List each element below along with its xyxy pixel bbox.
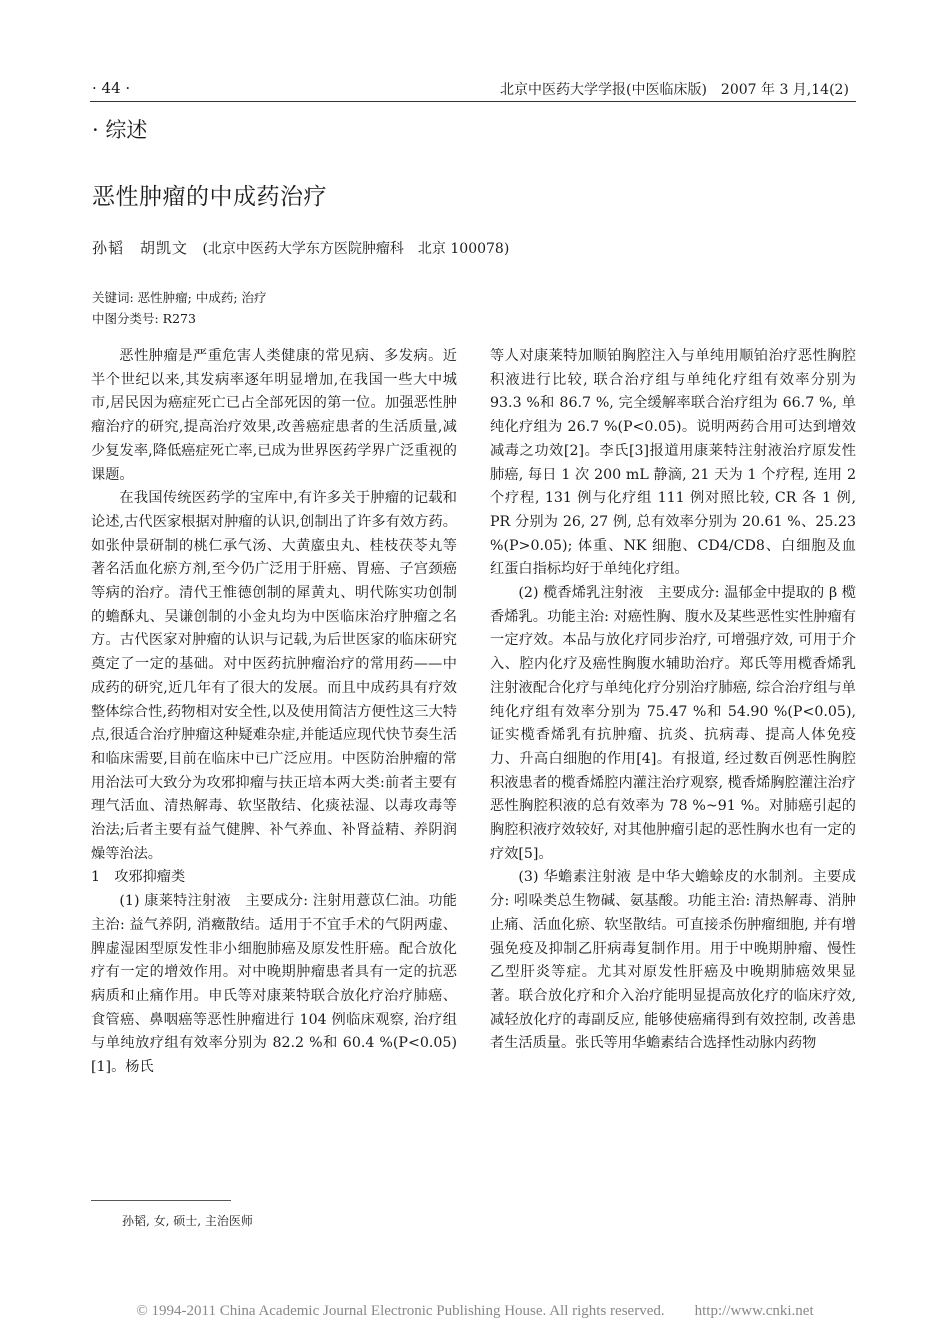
right-column (490, 345, 856, 1056)
paragraph: (2) 榄香烯乳注射液 主要成分: 温郁金中提取的 β 榄香烯乳。功能主治: 对癌性胸、腹水及某些恶性实性肿瘤有一定疗效。本品与放化疗同步治疗, 可增强疗效, 可用于介入、腔内化疗及癌性胸腹水辅助治疗。郑氏等用榄香烯乳注射液配合化疗与单纯化疗分别治疗肺癌, 综合治疗组与单纯化疗组有效率分别为 75.47 %和 54.90 %(P<0.05), 证实榄香烯乳有抗肿瘤、抗炎、抗病毒、提高人体免疫力、升高白细胞的作用[4]。有报道, 经过数百例恶性胸腔积液患者的榄香烯腔内灌注治疗观察, 榄香烯胸腔灌注治疗恶性胸腔积液的总有效率为 78 %~91 %。对肺癌引起的胸腔积液疗效较好, 对其他肿瘤引起的恶性胸水也有一定的疗效[5]。 (490, 585, 856, 862)
paragraph: (1) 康莱特注射液 主要成分: 注射用薏苡仁油。功能主治: 益气养阴, 消癥散结。适用于不宜手术的气阴两虚、脾虚湿困型原发性非小细胞肺癌及原发性肝癌。配合放化疗有一定的增效作用。对中晚期肿瘤患者具有一定的抗恶病质和止痛作用。申氏等对康莱特联合放化疗治疗肺癌、食管癌、鼻咽癌等恶性肿瘤进行 104 例临床观察, 治疗组与单纯放疗组有效率分别为 82.2 %和 60.4 %(P<0.05) [1]。杨氏 (91, 893, 457, 1076)
footnote-rule (91, 1200, 231, 1201)
author-line (92, 237, 509, 258)
page-number: · 44 · (92, 79, 131, 97)
left-column (91, 345, 457, 1080)
journal-info: 北京中医药大学学报(中医临床版) 2007 年 3 月,14(2) (500, 82, 849, 98)
paragraph: (3) 华蟾素注射液 是中华大蟾蜍皮的水制剂。主要成分: 吲哚类总生物碱、氨基酸。功能主治: 清热解毒、消肿止痛、活血化瘀、软坚散结。可直接杀伤肿瘤细胞, 并有增强免疫及抑制乙肝病毒复制作用。用于中晚期肿瘤、慢性乙型肝炎等症。尤其对原发性肝癌及中晚期肺癌效果显著。联合放化疗和介入治疗能明显提高放化疗的临床疗效, 减轻放化疗的毒副反应, 能够使癌痛得到有效控制, 改善患者生活质量。张氏等用华蟾素结合选择性动脉内药物 (490, 869, 856, 1052)
classification-number: 中图分类号: R273 (92, 311, 196, 326)
header-rule (90, 101, 856, 102)
article-title: 恶性肿瘤的中成药治疗 (92, 184, 327, 210)
author-footnote: 孙韬, 女, 硕士, 主治医师 (122, 1214, 253, 1228)
copyright-footer: © 1994-2011 China Academic Journal Electronic Publishing House. All rights reserved. http://www.cnki.net (136, 1303, 814, 1319)
author-names: 孙韬 胡凯文 (92, 239, 189, 257)
section-heading: 1 攻邪抑瘤类 (91, 869, 186, 886)
author-affiliation: (北京中医药大学东方医院肿瘤科 北京 100078) (202, 241, 510, 257)
keywords: 关键词: 恶性肿瘤; 中成药; 治疗 (92, 290, 267, 305)
section-label: · 综述 (92, 118, 148, 142)
paragraph: 在我国传统医药学的宝库中,有许多关于肿瘤的记载和论述,古代医家根据对肿瘤的认识,创制出了许多有效方药。如张仲景研制的桃仁承气汤、大黄䗪虫丸、桂枝茯苓丸等著名活血化瘀方剂,至今仍广泛用于肝癌、胃癌、子宫颈癌等病的治疗。清代王惟德创制的犀黄丸、明代陈实功创制的蟾酥丸、吴谦创制的小金丸均为中医临床治疗肿瘤之名方。古代医家对肿瘤的认识与记载,为后世医家的临床研究奠定了一定的基础。对中医药抗肿瘤治疗的常用药——中成药的研究,近几年有了很大的发展。而且中成药具有疗效整体综合性,药物相对安全性,以及使用简洁方便性这三大特点,很适合治疗肿瘤这种疑难杂症,并能适应现代快节奏生活和临床需要,目前在临床中已广泛应用。中医防治肿瘤的常用治法可大致分为攻邪抑瘤与扶正培本两大类:前者主要有理气活血、清热解毒、软坚散结、化痰祛湿、以毒攻毒等治法;后者主要有益气健脾、补气养血、补肾益精、养阴润燥等治法。 (91, 490, 457, 862)
paragraph: 等人对康莱特加顺铂胸腔注入与单纯用顺铂治疗恶性胸腔积液进行比较, 联合治疗组与单纯化疗组有效率分别为 93.3 %和 86.7 %, 完全缓解率联合治疗组为 66.7 %, 单纯化疗组为 26.7 %(P<0.05)。说明两药合用可达到增效减毒之功效[2]。李氏[3]报道用康莱特注射液治疗原发性肺癌, 每日 1 次 200 mL 静滴, 21 天为 1 个疗程, 连用 2 个疗程, 131 例与化疗组 111 例对照比较, CR 各 1 例, PR 分别为 26, 27 例, 总有效率分别为 20.61 %、25.23 %(P>0.05); 体重、NK 细胞、CD4/CD8、白细胞及血红蛋白指标均好于单纯化疗组。 (490, 348, 856, 578)
paragraph: 恶性肿瘤是严重危害人类健康的常见病、多发病。近半个世纪以来,其发病率逐年明显增加,在我国一些大中城市,居民因为癌症死亡已占全部死因的第一位。加强恶性肿瘤治疗的研究,提高治疗效果,改善癌症患者的生活质量,减少复发率,降低癌症死亡率,已成为世界医药学界广泛重视的课题。 (91, 348, 457, 483)
